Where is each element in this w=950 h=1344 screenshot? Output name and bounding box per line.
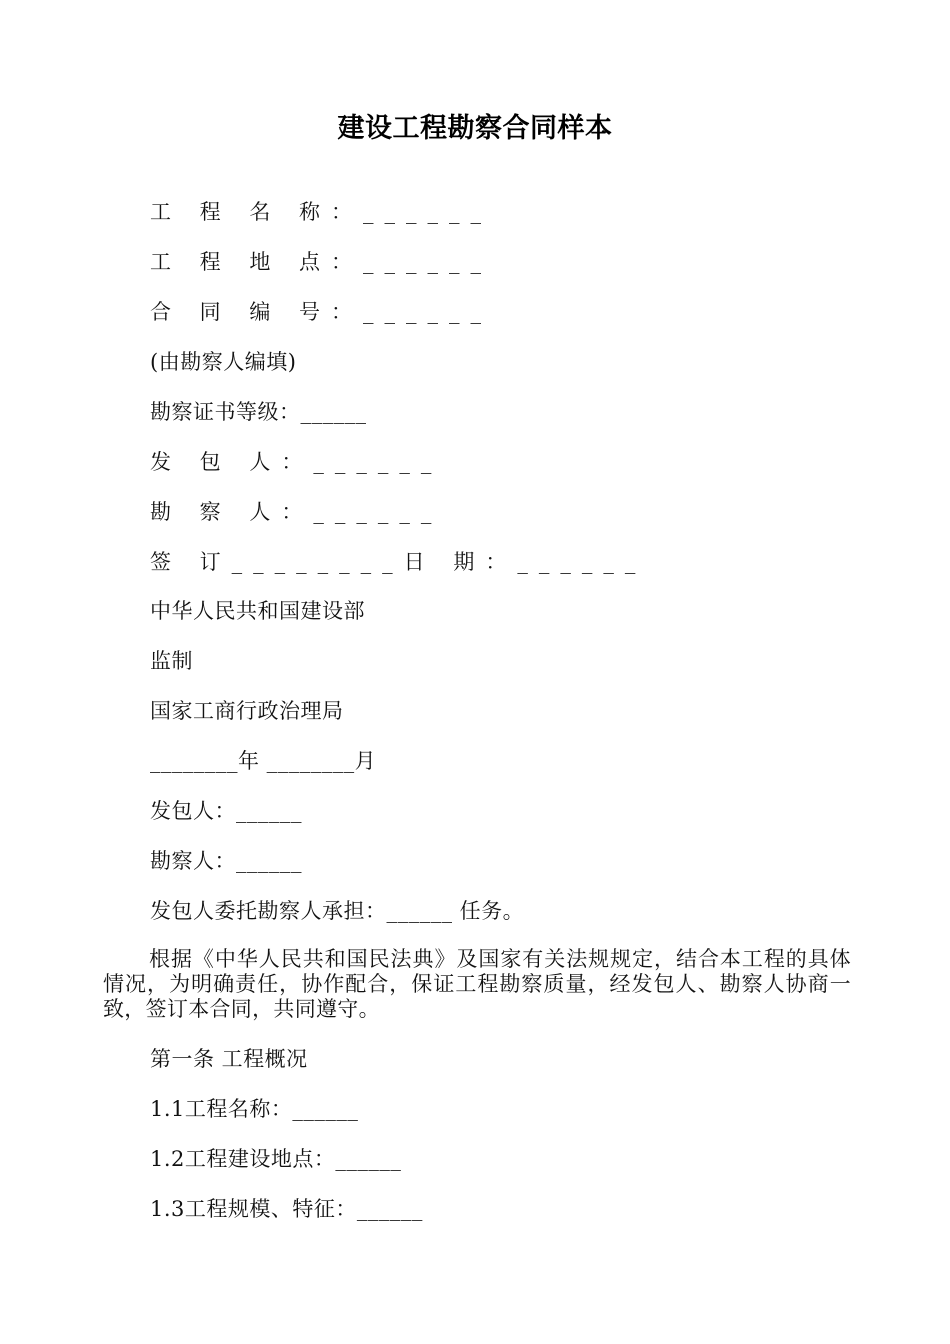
ministry-line: 中华人民共和国建设部 xyxy=(150,599,365,623)
employer-line: 发 包 人：______ xyxy=(150,450,443,474)
fill-note-line: (由勘察人编填) xyxy=(150,350,297,374)
document-title: 建设工程勘察合同样本 xyxy=(337,113,613,144)
preamble-paragraph: 根据《中华人民共和国民法典》及国家有关法规规定，结合本工程的具体情况，为明确责任，协作配合，保证工程勘察质量，经发包人、勘察人协商一致，签订本合同，共同遵守。 xyxy=(103,947,851,1021)
contract-number-line: 合 同 编 号：______ xyxy=(150,300,493,324)
supervision-line: 监制 xyxy=(150,649,193,673)
certificate-grade-line: 勘察证书等级：______ xyxy=(150,400,367,424)
section-item: 1.3工程规模、特征：______ xyxy=(150,1197,423,1221)
surveyor-line: 勘 察 人：______ xyxy=(150,500,443,524)
section-item: 1.1工程名称：______ xyxy=(150,1097,359,1121)
task-line: 发包人委托勘察人承担：______ 任务。 xyxy=(150,899,525,923)
employer-short-line: 发包人：______ xyxy=(150,799,302,823)
administration-line: 国家工商行政治理局 xyxy=(150,699,344,723)
year-month-line: ________年 ________月 xyxy=(150,749,377,773)
project-location-line: 工 程 地 点：______ xyxy=(150,250,493,274)
signing-date-line: 签 订________日 期：______ xyxy=(150,550,647,574)
project-name-line: 工 程 名 称：______ xyxy=(150,200,493,224)
section-heading: 第一条 工程概况 xyxy=(150,1047,308,1071)
surveyor-short-line: 勘察人：______ xyxy=(150,849,302,873)
section-item: 1.2工程建设地点：______ xyxy=(150,1147,402,1171)
